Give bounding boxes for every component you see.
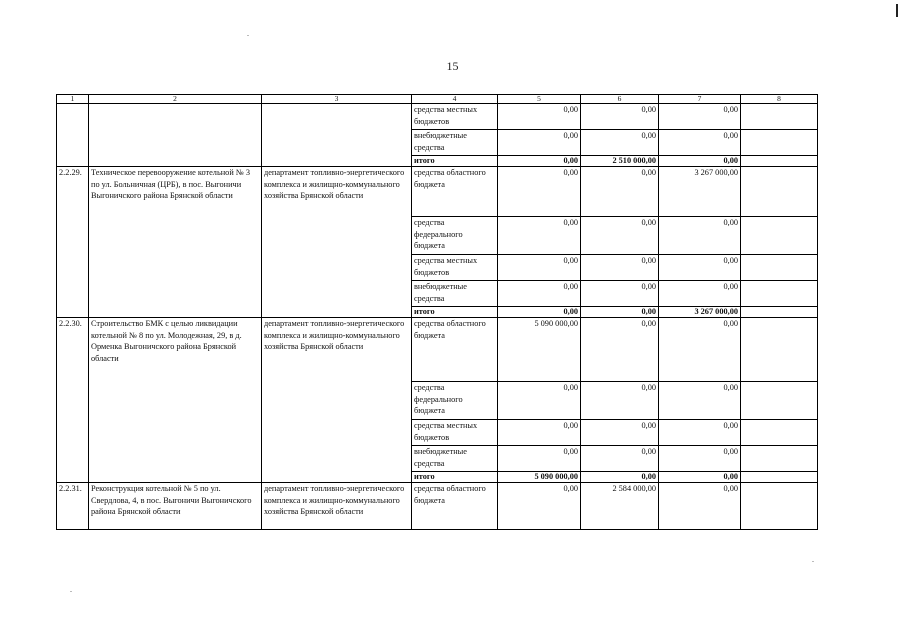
- amount-col5: 0,00: [498, 382, 581, 420]
- column-header: 6: [581, 95, 659, 104]
- amount-col6: 0,00: [581, 446, 659, 472]
- item-code: 2.2.30.: [57, 318, 89, 483]
- amount-col6: 0,00: [581, 255, 659, 281]
- amount-col5: 0,00: [498, 255, 581, 281]
- funding-source: итого: [412, 156, 498, 167]
- item-executor: департамент топливно-энергетического комплекса и жилищно-коммунального хозяйства Брянской области: [262, 318, 412, 483]
- column-header: 3: [262, 95, 412, 104]
- amount-col6: 2 510 000,00: [581, 156, 659, 167]
- amount-col7: 0,00: [659, 483, 741, 530]
- amount-col8: [741, 255, 818, 281]
- amount-col7: 0,00: [659, 104, 741, 130]
- item-executor: департамент топливно-энергетического комплекса и жилищно-коммунального хозяйства Брянской области: [262, 483, 412, 530]
- funding-source: средства федерального бюджета: [412, 217, 498, 255]
- amount-col8: [741, 104, 818, 130]
- amount-col6: 0,00: [581, 318, 659, 382]
- amount-col5: 0,00: [498, 446, 581, 472]
- funding-source: внебюджетные средства: [412, 281, 498, 307]
- funding-row: [57, 167, 818, 217]
- amount-col6: 0,00: [581, 130, 659, 156]
- funding-source: средства местных бюджетов: [412, 104, 498, 130]
- amount-col5: 0,00: [498, 483, 581, 530]
- amount-col7: 0,00: [659, 217, 741, 255]
- amount-col6: 0,00: [581, 167, 659, 217]
- funding-row: [57, 318, 818, 382]
- amount-col8: [741, 472, 818, 483]
- amount-col8: [741, 382, 818, 420]
- amount-col6: 0,00: [581, 472, 659, 483]
- item-code: 2.2.29.: [57, 167, 89, 318]
- amount-col8: [741, 130, 818, 156]
- column-header: 7: [659, 95, 741, 104]
- item-executor: департамент топливно-энергетического комплекса и жилищно-коммунального хозяйства Брянской области: [262, 167, 412, 318]
- amount-col5: 0,00: [498, 104, 581, 130]
- column-header: 2: [89, 95, 262, 104]
- amount-col7: 0,00: [659, 420, 741, 446]
- scan-speck: [812, 561, 814, 562]
- amount-col7: 0,00: [659, 446, 741, 472]
- budget-table: [56, 94, 818, 530]
- amount-col8: [741, 167, 818, 217]
- scan-edge-mark: [896, 4, 898, 17]
- amount-col8: [741, 217, 818, 255]
- item-name: [89, 104, 262, 167]
- amount-col6: 0,00: [581, 420, 659, 446]
- amount-col6: 0,00: [581, 307, 659, 318]
- item-code: 2.2.31.: [57, 483, 89, 530]
- funding-source: средства местных бюджетов: [412, 420, 498, 446]
- amount-col7: 0,00: [659, 255, 741, 281]
- amount-col6: 2 584 000,00: [581, 483, 659, 530]
- amount-col6: 0,00: [581, 217, 659, 255]
- amount-col6: 0,00: [581, 281, 659, 307]
- amount-col5: 0,00: [498, 281, 581, 307]
- funding-source: средства областного бюджета: [412, 167, 498, 217]
- amount-col8: [741, 307, 818, 318]
- amount-col5: 5 090 000,00: [498, 318, 581, 382]
- item-name: Реконструкция котельной № 5 по ул. Свердлова, 4, в пос. Выгоничи Выгоничского района Брянской области: [89, 483, 262, 530]
- amount-col8: [741, 446, 818, 472]
- amount-col5: 5 090 000,00: [498, 472, 581, 483]
- amount-col8: [741, 420, 818, 446]
- item-executor: [262, 104, 412, 167]
- column-header: 5: [498, 95, 581, 104]
- amount-col7: 0,00: [659, 318, 741, 382]
- column-header: 1: [57, 95, 89, 104]
- funding-source: средства местных бюджетов: [412, 255, 498, 281]
- amount-col5: 0,00: [498, 420, 581, 446]
- header-row: [57, 95, 818, 104]
- funding-source: итого: [412, 307, 498, 318]
- funding-row: [57, 483, 818, 530]
- amount-col5: 0,00: [498, 307, 581, 318]
- funding-source: внебюджетные средства: [412, 130, 498, 156]
- scan-speck: [247, 35, 249, 36]
- funding-source: итого: [412, 472, 498, 483]
- amount-col7: 0,00: [659, 130, 741, 156]
- amount-col7: 3 267 000,00: [659, 167, 741, 217]
- funding-row: [57, 104, 818, 130]
- item-name: Техническое перевооружение котельной № 3 по ул. Больничная (ЦРБ), в пос. Выгоничи Выгоничского района Брянской области: [89, 167, 262, 318]
- amount-col5: 0,00: [498, 217, 581, 255]
- scan-speck: [70, 591, 72, 592]
- amount-col5: 0,00: [498, 130, 581, 156]
- amount-col7: 0,00: [659, 281, 741, 307]
- amount-col5: 0,00: [498, 156, 581, 167]
- table-body: [57, 95, 818, 530]
- funding-source: средства федерального бюджета: [412, 382, 498, 420]
- amount-col8: [741, 483, 818, 530]
- amount-col7: 0,00: [659, 472, 741, 483]
- amount-col6: 0,00: [581, 382, 659, 420]
- funding-source: средства областного бюджета: [412, 318, 498, 382]
- amount-col7: 0,00: [659, 382, 741, 420]
- amount-col7: 3 267 000,00: [659, 307, 741, 318]
- item-code: [57, 104, 89, 167]
- amount-col8: [741, 156, 818, 167]
- column-header: 4: [412, 95, 498, 104]
- page-number: 15: [446, 59, 459, 73]
- amount-col8: [741, 281, 818, 307]
- funding-source: средства областного бюджета: [412, 483, 498, 530]
- amount-col7: 0,00: [659, 156, 741, 167]
- amount-col5: 0,00: [498, 167, 581, 217]
- funding-source: внебюджетные средства: [412, 446, 498, 472]
- column-header: 8: [741, 95, 818, 104]
- amount-col6: 0,00: [581, 104, 659, 130]
- amount-col8: [741, 318, 818, 382]
- item-name: Строительство БМК с целью ликвидации котельной № 8 по ул. Молодежная, 29, в д. Орменка Выгоничского района Брянской области: [89, 318, 262, 483]
